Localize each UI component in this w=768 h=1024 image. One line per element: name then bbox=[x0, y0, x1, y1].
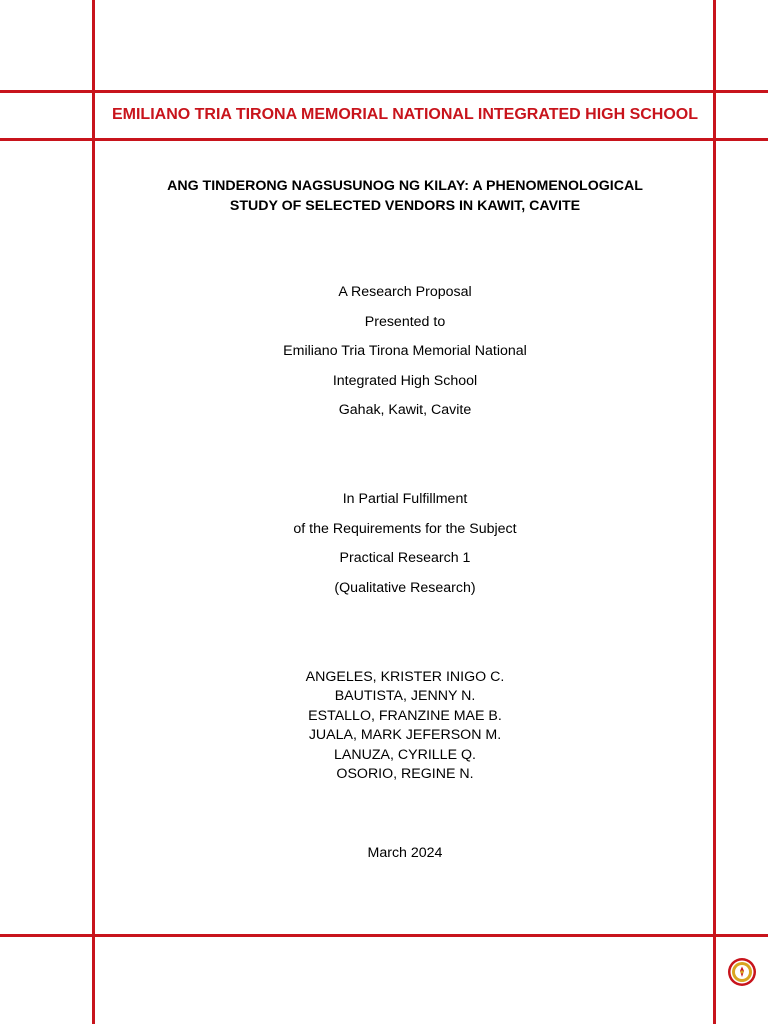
frame-line-top-2 bbox=[0, 138, 768, 141]
proposal-line: A Research Proposal bbox=[338, 284, 472, 300]
author-name: LANUZA, CYRILLE Q. bbox=[334, 746, 476, 763]
proposal-block bbox=[96, 278, 714, 426]
author-name: JUALA, MARK JEFERSON M. bbox=[308, 727, 502, 744]
proposal-line: Gahak, Kawit, Cavite bbox=[338, 402, 472, 419]
proposal-line: Integrated High School bbox=[332, 372, 478, 389]
author-name: OSORIO, REGINE N. bbox=[336, 766, 474, 783]
fulfillment-line: In Partial Fulfillment bbox=[342, 491, 468, 507]
fulfillment-block bbox=[96, 485, 714, 603]
school-seal-icon bbox=[727, 957, 757, 987]
title-line-1: ANG TINDERONG NAGSUSUNOG NG KILAY: A PHENOMENOLOGICAL bbox=[167, 178, 643, 194]
document-title bbox=[96, 176, 714, 216]
document-date: March 2024 bbox=[367, 845, 443, 861]
proposal-line: Emiliano Tria Tirona Memorial National bbox=[283, 343, 527, 360]
author-name: ANGELES, KRISTER INIGO C. bbox=[305, 669, 505, 685]
school-name-header: EMILIANO TRIA TIRONA MEMORIAL NATIONAL INTEGRATED HIGH SCHOOL bbox=[111, 106, 699, 123]
fulfillment-line: (Qualitative Research) bbox=[334, 579, 476, 596]
title-line-2: STUDY OF SELECTED VENDORS IN KAWIT, CAVITE bbox=[229, 198, 581, 214]
fulfillment-line: of the Requirements for the Subject bbox=[293, 520, 517, 537]
authors-list bbox=[96, 668, 714, 784]
proposal-line: Presented to bbox=[364, 313, 446, 330]
author-name: BAUTISTA, JENNY N. bbox=[334, 688, 476, 705]
frame-line-bottom bbox=[0, 934, 768, 937]
frame-line-top-1 bbox=[0, 90, 768, 93]
frame-line-left bbox=[92, 0, 95, 1024]
fulfillment-line: Practical Research 1 bbox=[339, 550, 471, 567]
author-name: ESTALLO, FRANZINE MAE B. bbox=[308, 707, 502, 724]
